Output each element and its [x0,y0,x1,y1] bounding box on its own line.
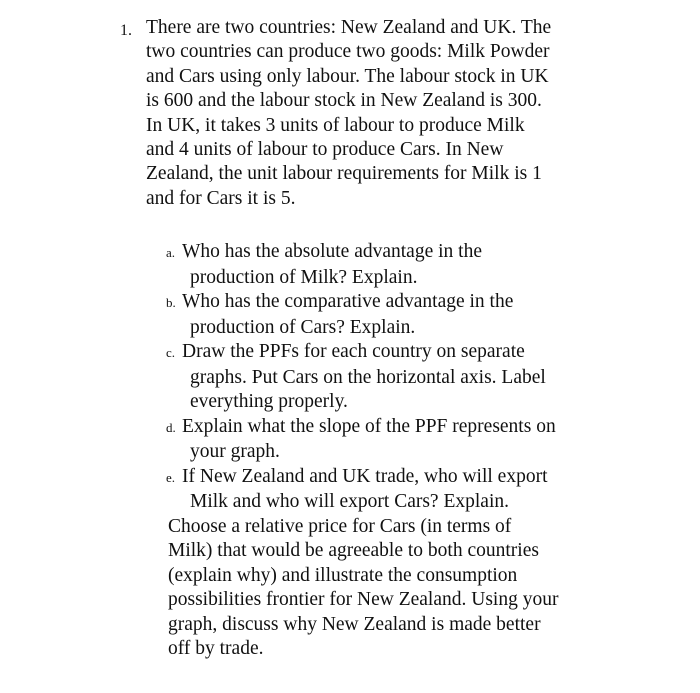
part-c-line: everything properly. [190,391,348,412]
part-b-text: Who has the comparative advantage in the [182,291,514,312]
part-e-line: Milk and who will export Cars? Explain. [190,491,509,512]
part-e-text: If New Zealand and UK trade, who will export [182,465,548,487]
question-line: Zealand, the unit labour requirements for Milk is 1 [146,163,542,185]
part-e-line: Milk) that would be agreeable to both countries [168,540,539,561]
part-a-text: Who has the absolute advantage in the [182,241,482,262]
part-d-line: your graph. [190,441,280,462]
question-line: and 4 units of labour to produce Cars. In New [146,139,504,161]
part-a-line: production of Milk? Explain. [190,266,418,288]
part-d-line [166,415,558,441]
part-c-marker: c. [166,345,176,360]
part-d-text: Explain what the slope of the PPF represents on [182,415,556,437]
part-e-marker: e. [166,469,176,485]
part-e-line: possibilities frontier for New Zealand. Using your [168,589,559,610]
part-c-line [166,340,558,366]
question-line: There are two countries: New Zealand and UK. The [146,17,552,38]
part-e-line: Choose a relative price for Cars (in terms of [168,515,512,537]
part-a-line [166,240,558,266]
sub-questions [166,240,558,662]
part-a-marker: a. [166,245,176,260]
part-b-line [166,290,558,316]
question-line: is 600 and the labour stock in New Zealand is 300. [146,90,542,112]
part-b-line: production of Cars? Explain. [190,316,416,338]
question-number: 1. [120,22,132,39]
question-line: and for Cars it is 5. [146,187,296,209]
question-line: two countries can produce two goods: Milk Powder [146,41,550,63]
part-e-line: off by trade. [168,638,264,659]
question-text [146,16,551,211]
part-d-marker: d. [166,419,176,435]
part-e-line [166,465,558,491]
part-c-text: Draw the PPFs for each country on separate [182,341,525,362]
part-b-marker: b. [166,295,176,310]
part-e-line: (explain why) and illustrate the consumption [168,564,518,586]
question-line: and Cars using only labour. The labour stock in UK [146,65,549,87]
part-c-line: graphs. Put Cars on the horizontal axis. Label [190,366,546,388]
part-e-line: graph, discuss why New Zealand is made better [168,613,541,635]
question-line: In UK, it takes 3 units of labour to produce Milk [146,114,525,136]
